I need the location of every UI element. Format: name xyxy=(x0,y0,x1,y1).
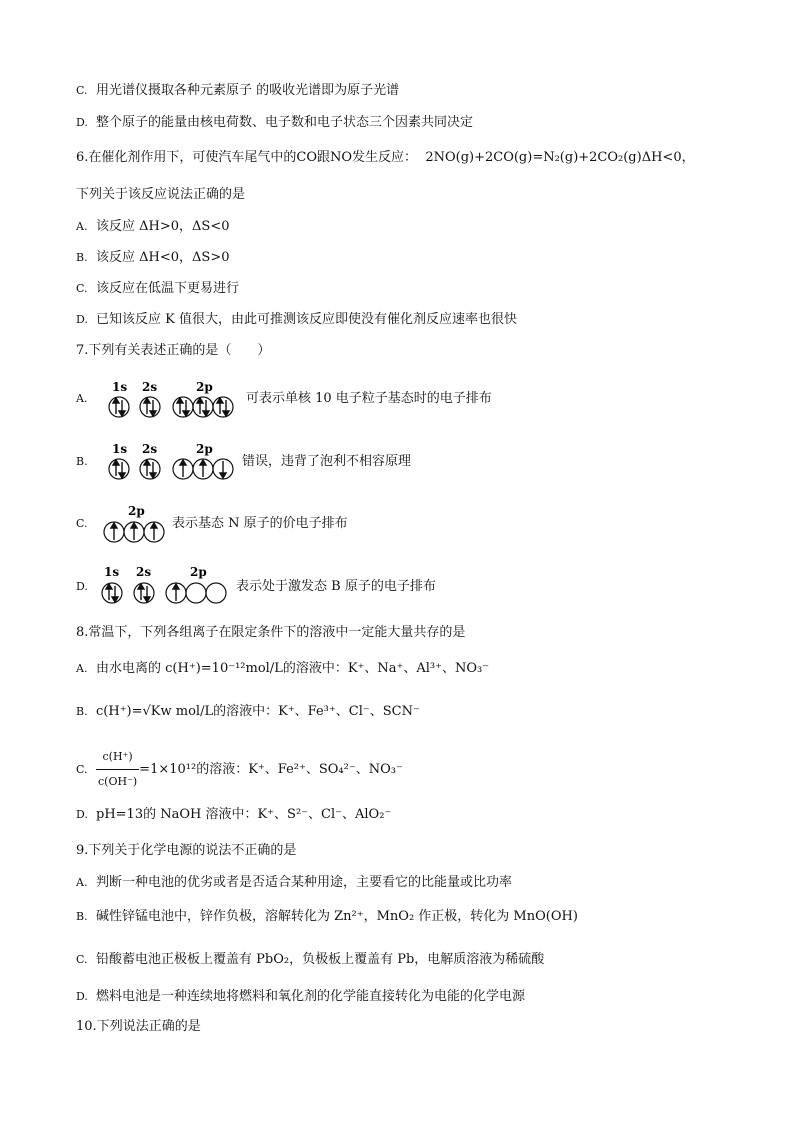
q7a-orbital-diagram xyxy=(106,378,246,422)
label-2p: 2p xyxy=(196,442,213,456)
orbital-box xyxy=(206,583,226,603)
q5-option-d: D. 整个原子的能量由核电荷数、电子数和电子状态三个因素共同决定 xyxy=(76,115,474,130)
q7-option-a-text: 可表示单核 10 电子粒子基态时的电子排布 xyxy=(246,391,492,406)
q9-option-d: D. 燃料电池是一种连续地将燃料和氧化剂的化学能直接转化为电能的化学电源 xyxy=(76,989,526,1004)
electron-up-icon xyxy=(151,523,157,540)
label-2s: 2s xyxy=(142,380,158,394)
label-2s: 2s xyxy=(136,565,152,579)
electron-pair-icon xyxy=(113,460,125,478)
electron-up-icon xyxy=(173,584,179,601)
electron-pair-icon xyxy=(144,460,156,478)
q7-option-a-letter: A. xyxy=(76,392,88,405)
electron-pair-icon xyxy=(217,398,229,416)
electron-pair-icon xyxy=(138,584,150,602)
q6-option-d: D. 已知该反应 K 值很大，由此可推测该反应即使没有催化剂反应速率也很快 xyxy=(76,312,517,327)
q6-stem-cont: 下列关于该反应说法正确的是 xyxy=(76,187,246,202)
orbital-box xyxy=(173,397,193,417)
electron-pair-icon xyxy=(197,398,209,416)
q7b-orbital-diagram xyxy=(106,440,246,484)
q6-option-a: A. 该反应 ΔH>0，ΔS<0 xyxy=(76,219,230,234)
q8-stem: 8.常温下，下列各组离子在限定条件下的溶液中一定能大量共存的是 xyxy=(76,625,466,640)
fraction: $\frac{c(H^+)}{c(OH^-)}$ xyxy=(96,745,139,794)
electron-pair-icon xyxy=(106,584,118,602)
q8-option-a: A. 由水电离的 c(H⁺)=10⁻¹²mol/L的溶液中：K⁺、Na⁺、Al³⁺、NO₃⁻ xyxy=(76,661,490,676)
q7c-orbital-diagram xyxy=(100,502,180,546)
q7-option-d-text: 表示处于激发态 B 原子的电子排布 xyxy=(236,579,436,594)
orbital-box xyxy=(213,397,233,417)
label-1s: 1s xyxy=(112,380,128,394)
electron-up-icon xyxy=(111,523,117,540)
electron-up-icon xyxy=(200,460,206,477)
label-1s: 1s xyxy=(104,565,120,579)
orbital-box xyxy=(134,583,154,603)
q7-stem: 7.下列有关表述正确的是（ ） xyxy=(76,343,271,358)
q7-option-c-text: 表示基态 N 原子的价电子排布 xyxy=(172,516,348,531)
orbital-box xyxy=(109,459,129,479)
electron-down-icon xyxy=(220,461,226,478)
q8-option-c: C. $\frac{c(H^+)}{c(OH^-)}$ =1×10¹²的溶液：K⁺、Fe²⁺、SO₄²⁻、NO₃⁻ xyxy=(76,745,403,794)
q9-option-b: B. 碱性锌锰电池中，锌作负极，溶解转化为 Zn²⁺，MnO₂ 作正极，转化为 MnO(OH) xyxy=(76,909,578,924)
q6-option-c: C. 该反应在低温下更易进行 xyxy=(76,281,240,296)
label-2s: 2s xyxy=(142,442,158,456)
q9-option-c: C. 铅酸蓄电池正极板上覆盖有 PbO₂，负极板上覆盖有 Pb，电解质溶液为稀硫酸 xyxy=(76,952,545,967)
electron-up-icon xyxy=(131,523,137,540)
q9-option-a: A. 判断一种电池的优劣或者是否适合某种用途，主要看它的比能量或比功率 xyxy=(76,875,513,890)
q7-option-b-text: 错误，违背了泡利不相容原理 xyxy=(242,454,412,469)
label-2p: 2p xyxy=(196,380,213,394)
q5-option-c: C. 用光谱仪摄取各种元素原子 的吸收光谱即为原子光谱 xyxy=(76,83,400,98)
q6-option-b: B. 该反应 ΔH<0，ΔS>0 xyxy=(76,250,230,265)
electron-pair-icon xyxy=(177,398,189,416)
q9-stem: 9.下列关于化学电源的说法不正确的是 xyxy=(76,843,297,858)
q7-option-b-letter: B. xyxy=(76,455,88,468)
orbital-box xyxy=(140,397,160,417)
q10-stem: 10.下列说法正确的是 xyxy=(76,1019,201,1034)
q7-option-c-letter: C. xyxy=(76,517,88,530)
electron-up-icon xyxy=(180,460,186,477)
orbital-box xyxy=(102,583,122,603)
label-1s: 1s xyxy=(112,442,128,456)
label-2p: 2p xyxy=(128,504,145,518)
orbital-box xyxy=(109,397,129,417)
electron-pair-icon xyxy=(113,398,125,416)
label-2p: 2p xyxy=(190,565,207,579)
orbital-box xyxy=(193,397,213,417)
q7-option-d-letter: D. xyxy=(76,580,88,593)
orbital-box xyxy=(140,459,160,479)
q8-option-d: D. pH=13的 NaOH 溶液中：K⁺、S²⁻、Cl⁻、AlO₂⁻ xyxy=(76,807,392,822)
orbital-box xyxy=(186,583,206,603)
q6-stem: 6.在催化剂作用下，可使汽车尾气中的CO跟NO发生反应： 2NO(g)+2CO(g)=N₂(g)+2CO₂(g)ΔH<0， xyxy=(76,150,695,165)
electron-pair-icon xyxy=(144,398,156,416)
q7d-orbital-diagram xyxy=(98,563,238,607)
q8-option-b: B. c(H⁺)=√Kw mol/L的溶液中：K⁺、Fe³⁺、Cl⁻、SCN⁻ xyxy=(76,704,420,719)
